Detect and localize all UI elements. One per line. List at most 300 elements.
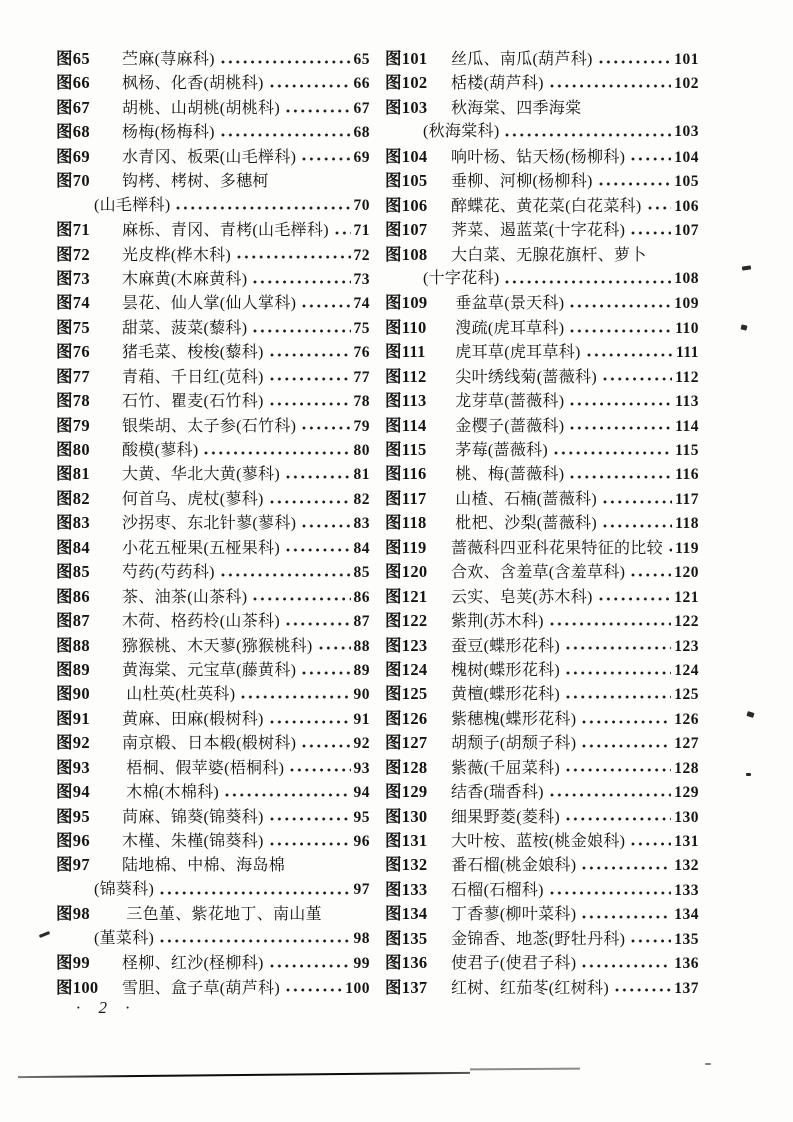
- entry-title: 木棉(木棉科): [122, 784, 220, 802]
- figure-label: 图91: [56, 708, 90, 728]
- dot-leader: [269, 393, 351, 410]
- entry-page-number: 110: [675, 319, 699, 337]
- figure-label: 图129: [385, 782, 428, 802]
- entry-page-number: 95: [353, 808, 370, 826]
- entry-title: 银柴胡、太子参(石竹科): [122, 417, 297, 435]
- figure-label: 图80: [56, 440, 90, 459]
- entry-title: 黄檀(蝶形花科): [451, 686, 561, 704]
- figure-label: 图107: [385, 220, 428, 240]
- entry-title: 何首乌、虎杖(蓼科): [122, 490, 264, 508]
- entry-title: 垂柳、河柳(杨柳科): [451, 173, 593, 191]
- toc-column-left: [56, 47, 370, 1000]
- dot-leader: [598, 588, 672, 605]
- figure-label: 图126: [385, 708, 428, 728]
- dot-leader: [565, 759, 671, 776]
- entry-title: 三色堇、紫花地丁、南山堇: [122, 906, 322, 924]
- figure-label: 图120: [385, 562, 428, 582]
- entry-title: 胡颓子(胡颓子科): [451, 735, 577, 753]
- entry-title: 荠菜、遏蓝菜(十字花科): [451, 222, 626, 240]
- figure-label: 图74: [56, 293, 90, 313]
- figure-label: 图117: [385, 488, 427, 508]
- toc-entry: [56, 780, 370, 804]
- entry-title: 醉蝶花、黄花菜(白花菜科): [451, 197, 642, 215]
- entry-page-number: 104: [674, 148, 699, 166]
- dot-leader: [504, 124, 671, 141]
- entry-page-number: 66: [353, 75, 370, 93]
- toc-entry: [56, 536, 370, 560]
- toc-entry: [385, 927, 699, 951]
- toc-entry: [385, 634, 699, 658]
- toc-entry: [385, 365, 699, 389]
- entry-page-number: 78: [353, 393, 370, 411]
- dot-leader: [569, 295, 671, 312]
- entry-title: 紫薇(千屈菜科): [451, 759, 561, 777]
- dot-leader: [549, 75, 671, 92]
- entry-title: (秋海棠科): [423, 123, 500, 141]
- toc-entry: [385, 316, 699, 340]
- entry-page-number: 96: [353, 833, 370, 850]
- toc-entry: [385, 951, 699, 975]
- entry-page-number: 90: [353, 686, 370, 704]
- figure-label: 图89: [56, 659, 90, 679]
- dot-leader: [569, 417, 672, 434]
- entry-page-number: 76: [353, 344, 370, 362]
- toc-entry: [385, 536, 699, 560]
- entry-title: (堇菜科): [94, 929, 155, 947]
- scan-artifact-line: [18, 1072, 470, 1078]
- figure-label: 图71: [56, 220, 90, 240]
- figure-label: 图124: [385, 659, 428, 679]
- toc-entry: [385, 291, 699, 315]
- dot-leader: [630, 148, 671, 165]
- toc-entry: [56, 756, 370, 780]
- dot-leader: [203, 442, 350, 459]
- dot-leader: [602, 368, 672, 385]
- dot-leader: [175, 197, 350, 214]
- entry-page-number: 129: [674, 784, 699, 802]
- figure-label: 图111: [385, 342, 426, 362]
- entry-title: 虎耳草(虎耳草科): [451, 344, 581, 362]
- toc-entry: [56, 365, 370, 389]
- toc-entry: [385, 243, 699, 267]
- toc-entry: [56, 731, 370, 755]
- dot-leader: [602, 491, 672, 508]
- dot-leader: [569, 466, 672, 483]
- entry-page-number: 118: [675, 515, 699, 533]
- entry-page-number: 85: [353, 564, 370, 582]
- entry-page-number: 81: [353, 466, 370, 484]
- ink-speck: [746, 773, 751, 776]
- dot-leader: [630, 930, 671, 947]
- entry-title: 石榴(石榴科): [451, 881, 544, 899]
- entry-page-number: 74: [353, 295, 370, 313]
- entry-title: 栝楼(葫芦科): [451, 75, 544, 93]
- ink-speck: [742, 265, 751, 270]
- entry-page-number: 121: [674, 588, 699, 606]
- dot-leader: [586, 344, 673, 361]
- entry-title: 芍药(芍药科): [122, 564, 215, 582]
- toc-entry-continuation: [56, 194, 370, 218]
- entry-title: 山杜英(杜英科): [122, 686, 236, 704]
- dot-leader: [269, 833, 351, 850]
- entry-page-number: 136: [674, 955, 699, 973]
- entry-title: 槐树(蝶形花科): [451, 661, 561, 679]
- dot-leader: [159, 930, 350, 947]
- toc-entry: [385, 682, 699, 706]
- entry-page-number: 89: [353, 661, 370, 679]
- figure-label: 图134: [385, 904, 428, 924]
- entry-title: 紫穗槐(蝶形花科): [451, 710, 577, 728]
- toc-entry: [56, 316, 370, 340]
- figure-label: 图83: [56, 513, 90, 533]
- toc-entry: [56, 634, 370, 658]
- entry-title: 使君子(使君子科): [451, 955, 577, 973]
- dot-leader: [269, 711, 351, 728]
- entry-page-number: 98: [353, 929, 370, 947]
- toc-entry: [56, 120, 370, 144]
- dot-leader: [301, 662, 350, 679]
- entry-title: 猪毛菜、梭梭(藜科): [122, 344, 264, 362]
- toc-entry: [56, 951, 370, 975]
- entry-page-number: 97: [353, 880, 370, 898]
- ink-speck: [705, 1063, 711, 1065]
- figure-label: 图65: [56, 49, 90, 68]
- figure-label: 图136: [385, 953, 428, 973]
- scan-artifact-line: [470, 1068, 580, 1070]
- entry-title: 蚕豆(蝶形花科): [451, 637, 561, 655]
- figure-label: 图78: [56, 391, 90, 411]
- dot-leader: [553, 442, 672, 459]
- dot-leader: [301, 148, 350, 165]
- toc-entry: [385, 976, 699, 1000]
- figure-label: 图73: [56, 268, 90, 288]
- entry-page-number: 99: [353, 955, 370, 973]
- entry-page-number: 83: [353, 515, 370, 533]
- dot-leader: [549, 613, 671, 630]
- dot-leader: [220, 564, 351, 581]
- entry-page-number: 112: [675, 368, 699, 386]
- figure-label: 图88: [56, 635, 90, 655]
- entry-title: 合欢、含羞草(含羞草科): [451, 564, 626, 582]
- toc-entry: [385, 805, 699, 829]
- toc-entry-continuation: [56, 927, 370, 951]
- toc-entry: [56, 682, 370, 706]
- entry-page-number: 79: [353, 417, 370, 435]
- entry-page-number: 113: [675, 393, 699, 411]
- figure-label: 图106: [385, 195, 428, 215]
- figure-label: 图67: [56, 97, 90, 117]
- entry-title: 枇杷、沙梨(蔷薇科): [451, 515, 597, 533]
- entry-title: 大叶桉、蓝桉(桃金娘科): [451, 833, 626, 850]
- entry-page-number: 94: [353, 784, 370, 802]
- figure-label: 图128: [385, 757, 428, 777]
- toc-entry: [385, 462, 699, 486]
- entry-page-number: 87: [353, 613, 370, 631]
- toc-entry: [385, 829, 699, 853]
- entry-page-number: 111: [675, 344, 699, 362]
- entry-title: 胡桃、山胡桃(胡桃科): [122, 99, 280, 117]
- dot-leader: [668, 539, 672, 556]
- toc-entry: [385, 707, 699, 731]
- entry-title: 梧桐、假苹婆(梧桐科): [122, 759, 285, 777]
- entry-page-number: 67: [353, 99, 370, 117]
- entry-title: (山毛榉科): [94, 196, 171, 214]
- entry-title: 山楂、石楠(蔷薇科): [451, 490, 597, 508]
- toc-entry-continuation: [56, 878, 370, 902]
- figure-label: 图125: [385, 684, 428, 704]
- dot-leader: [630, 564, 671, 581]
- dot-leader: [630, 222, 671, 239]
- dot-leader: [285, 613, 351, 630]
- figure-label: 图116: [385, 464, 427, 484]
- entry-title: 昙花、仙人掌(仙人掌科): [122, 295, 297, 313]
- entry-title: 黄海棠、元宝草(藤黄科): [122, 661, 297, 679]
- dot-leader: [269, 344, 351, 361]
- toc-entry: [56, 169, 370, 193]
- toc-entry: [56, 414, 370, 438]
- dot-leader: [301, 515, 350, 532]
- entry-title: 响叶杨、钻天杨(杨柳科): [451, 148, 626, 166]
- toc-entry: [56, 243, 370, 267]
- dot-leader: [581, 711, 671, 728]
- entry-page-number: 93: [353, 759, 370, 777]
- dot-leader: [549, 784, 671, 801]
- dot-leader: [289, 759, 350, 776]
- entry-page-number: 130: [674, 808, 699, 826]
- toc-entry: [385, 47, 699, 71]
- toc-entry-continuation: [385, 120, 699, 144]
- figure-label: 图86: [56, 586, 90, 606]
- toc-entry: [385, 218, 699, 242]
- toc-entry: [56, 340, 370, 364]
- entry-page-number: 131: [674, 833, 699, 850]
- figure-label: 图104: [385, 146, 428, 166]
- figure-label: 图109: [385, 293, 428, 313]
- toc-entry: [385, 756, 699, 780]
- toc-entry: [56, 487, 370, 511]
- toc-entry: [56, 511, 370, 535]
- figure-label: 图133: [385, 879, 428, 899]
- toc-entry: [385, 340, 699, 364]
- figure-label: 图127: [385, 733, 428, 753]
- toc-entry: [56, 853, 370, 877]
- dot-leader: [598, 51, 672, 68]
- dot-leader: [569, 320, 672, 337]
- toc-entry: [56, 47, 370, 71]
- entry-title: 水青冈、板栗(山毛榉科): [122, 148, 297, 166]
- toc-entry: [385, 609, 699, 633]
- page-number: · 2 ·: [76, 998, 130, 1017]
- entry-page-number: 132: [674, 857, 699, 875]
- ink-speck: [740, 324, 747, 330]
- entry-page-number: 102: [674, 75, 699, 93]
- figure-label: 图70: [56, 171, 90, 191]
- dot-leader: [565, 662, 671, 679]
- figure-label: 图76: [56, 342, 90, 362]
- dot-leader: [569, 393, 672, 410]
- entry-title: 金樱子(蔷薇科): [451, 417, 565, 435]
- figure-label: 图82: [56, 488, 90, 508]
- entry-page-number: 107: [674, 222, 699, 240]
- entry-page-number: 103: [674, 123, 699, 141]
- entry-title: 桃、梅(蔷薇科): [451, 466, 565, 484]
- toc-entry: [385, 658, 699, 682]
- toc-entry: [56, 267, 370, 291]
- entry-title: 小花五桠果(五桠果科): [122, 539, 280, 557]
- toc-entry: [56, 609, 370, 633]
- entry-page-number: 115: [675, 442, 699, 459]
- entry-title: 金锦香、地菍(野牡丹科): [451, 930, 626, 948]
- toc-entry: [56, 902, 370, 926]
- dot-leader: [285, 466, 351, 483]
- dot-leader: [285, 979, 342, 996]
- figure-label: 图87: [56, 611, 90, 631]
- dot-leader: [269, 955, 351, 972]
- toc-entry: [385, 96, 699, 120]
- figure-label: 图96: [56, 831, 90, 850]
- figure-label: 图100: [56, 977, 99, 997]
- ink-speck: [746, 711, 754, 718]
- entry-page-number: 124: [674, 661, 699, 679]
- entry-page-number: 91: [353, 710, 370, 728]
- toc-entry: [385, 878, 699, 902]
- toc-entry: [385, 71, 699, 95]
- dot-leader: [549, 882, 671, 899]
- dot-leader: [252, 271, 350, 288]
- dot-leader: [269, 808, 351, 825]
- dot-leader: [565, 686, 671, 703]
- dot-leader: [598, 173, 672, 190]
- entry-page-number: 119: [675, 539, 699, 557]
- entry-page-number: 109: [674, 295, 699, 313]
- entry-page-number: 84: [353, 539, 370, 557]
- toc-entry: [56, 71, 370, 95]
- figure-label: 图90: [56, 684, 90, 704]
- toc-entry: [56, 560, 370, 584]
- toc-entry: [385, 169, 699, 193]
- entry-page-number: 133: [674, 881, 699, 899]
- entry-title: 酸模(蓼科): [122, 442, 199, 459]
- entry-page-number: 75: [353, 319, 370, 337]
- entry-title: 苎麻(荨麻科): [122, 51, 215, 68]
- toc-entry: [385, 487, 699, 511]
- dot-leader: [224, 784, 350, 801]
- figure-label: 图137: [385, 977, 428, 997]
- entry-title: 番石榴(桃金娘科): [451, 857, 577, 875]
- dot-leader: [614, 979, 671, 996]
- figure-label: 图113: [385, 391, 427, 411]
- entry-title: 丝瓜、南瓜(葫芦科): [451, 51, 593, 68]
- entry-page-number: 128: [674, 759, 699, 777]
- toc-entry: [56, 462, 370, 486]
- dot-leader: [290, 857, 367, 874]
- toc-entry: [56, 707, 370, 731]
- entry-page-number: 114: [675, 417, 699, 435]
- entry-page-number: 69: [353, 148, 370, 166]
- toc-entry: [56, 585, 370, 609]
- entry-title: 垂盆草(景天科): [451, 295, 565, 313]
- entry-page-number: 137: [674, 979, 699, 997]
- dot-leader: [652, 246, 696, 263]
- entry-page-number: 65: [353, 51, 370, 68]
- figure-label: 图94: [56, 782, 90, 802]
- toc-entry: [385, 438, 699, 462]
- figure-label: 图84: [56, 537, 90, 557]
- figure-label: 图135: [385, 928, 428, 948]
- dot-leader: [285, 539, 351, 556]
- figure-label: 图132: [385, 855, 428, 875]
- figure-label: 图95: [56, 806, 90, 826]
- entry-page-number: 100: [345, 979, 370, 997]
- figure-label: 图69: [56, 146, 90, 166]
- dot-leader: [301, 417, 350, 434]
- dot-leader: [285, 100, 351, 117]
- entry-title: 麻栎、青冈、青栲(山毛榉科): [122, 222, 329, 240]
- entry-title: 云实、皂荚(苏木科): [451, 588, 593, 606]
- entry-title: 柽柳、红沙(柽柳科): [122, 955, 264, 973]
- entry-title: 大白菜、无腺花旗杆、萝卜: [451, 246, 647, 264]
- entry-title: 青葙、千日红(苋科): [122, 368, 264, 386]
- entry-page-number: 92: [353, 735, 370, 753]
- figure-label: 图75: [56, 317, 90, 337]
- entry-page-number: 86: [353, 588, 370, 606]
- toc-entry: [56, 829, 370, 853]
- entry-title: 枫杨、化香(胡桃科): [122, 75, 264, 93]
- dot-leader: [220, 124, 351, 141]
- toc-entry: [385, 389, 699, 413]
- entry-page-number: 73: [353, 270, 370, 288]
- dot-leader: [647, 197, 672, 214]
- dot-leader: [301, 295, 350, 312]
- pen-mark: [39, 931, 50, 938]
- entry-title: 光皮桦(桦木科): [122, 246, 232, 264]
- entry-page-number: 125: [674, 686, 699, 704]
- entry-title: 木荷、格药柃(山茶科): [122, 613, 280, 631]
- figure-label: 图105: [385, 171, 428, 191]
- toc-entry: [385, 560, 699, 584]
- dot-leader: [318, 637, 351, 654]
- entry-title: (十字花科): [423, 269, 500, 287]
- toc-entry: [56, 438, 370, 462]
- entry-title: 杨梅(杨梅科): [122, 124, 215, 142]
- entry-title: 沙拐枣、东北针蓼(蓼科): [122, 515, 297, 533]
- entry-page-number: 122: [674, 613, 699, 631]
- figure-label: 图77: [56, 366, 90, 386]
- dot-leader: [159, 882, 350, 899]
- figure-label: 图97: [56, 855, 90, 875]
- toc-entry: [385, 414, 699, 438]
- entry-title: 蔷薇科四亚科花果特征的比较: [451, 539, 663, 557]
- figure-label: 图112: [385, 366, 427, 386]
- toc-entry: [385, 853, 699, 877]
- entry-title: 苘麻、锦葵(锦葵科): [122, 808, 264, 826]
- figure-label: 图72: [56, 244, 90, 264]
- toc-entry: [56, 976, 370, 1000]
- entry-title: 红树、红茄苳(红树科): [451, 979, 609, 997]
- toc-entry-continuation: [385, 267, 699, 291]
- toc-entry: [385, 194, 699, 218]
- toc-entry: [385, 731, 699, 755]
- entry-title: 甜菜、菠菜(藜科): [122, 319, 248, 337]
- entry-title: (锦葵科): [94, 880, 155, 898]
- entry-page-number: 126: [674, 710, 699, 728]
- figure-label: 图115: [385, 440, 427, 459]
- entry-title: 钩栲、栲树、多穗柯: [122, 173, 269, 191]
- entry-page-number: 123: [674, 637, 699, 655]
- entry-page-number: 127: [674, 735, 699, 753]
- entry-title: 黄麻、田麻(椴树科): [122, 710, 264, 728]
- dot-leader: [565, 637, 671, 654]
